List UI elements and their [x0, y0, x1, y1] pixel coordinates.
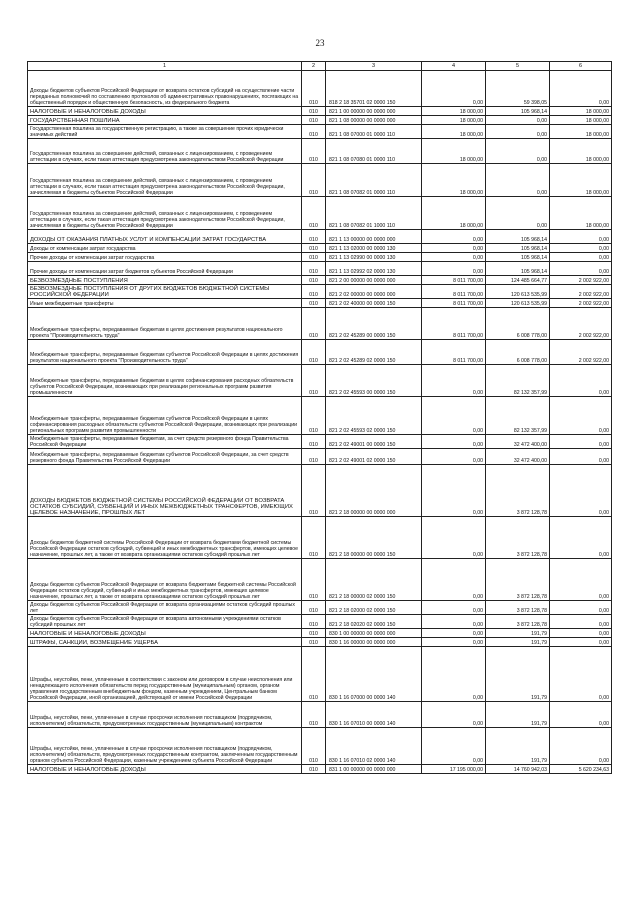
row-col4: 0,00 — [422, 517, 486, 559]
row-kbk: 821 1 08 07000 01 0000 110 — [326, 125, 422, 139]
row-col6: 0,00 — [550, 253, 612, 262]
row-kbk: 821 2 18 02000 02 0000 150 — [326, 601, 422, 615]
table-row — [28, 308, 612, 340]
row-kbk: 821 2 18 00000 00 0000 150 — [326, 517, 422, 559]
row-name: НАЛОГОВЫЕ И НЕНАЛОГОВЫЕ ДОХОДЫ — [28, 765, 302, 774]
table-row — [28, 765, 612, 774]
row-col6: 0,00 — [550, 702, 612, 728]
row-name: ШТРАФЫ, САНКЦИИ, ВОЗМЕЩЕНИЕ УЩЕРБА — [28, 638, 302, 647]
row-col5: 6 008 778,00 — [486, 308, 550, 340]
table-row — [28, 71, 612, 107]
row-name: Государственная пошлина за совершение действий, связанных с лицензированием, с проведением аттестации в случаях, если такая аттестация предусмотрена законодательством Российской Федерации, зачисляемая в бюджеты субъектов Российской Федерации — [28, 164, 302, 197]
row-col5: 105 968,14 — [486, 244, 550, 253]
row-kbk: 821 2 00 00000 00 0000 000 — [326, 276, 422, 285]
row-col5: 191,79 — [486, 728, 550, 765]
row-code: 010 — [302, 262, 326, 276]
row-code: 010 — [302, 559, 326, 601]
row-col6: 2 002 922,00 — [550, 299, 612, 308]
row-kbk: 821 2 02 49001 00 0000 150 — [326, 435, 422, 449]
table-row — [28, 276, 612, 285]
row-col4: 0,00 — [422, 365, 486, 397]
row-kbk: 821 2 18 02020 02 0000 150 — [326, 615, 422, 629]
table-row — [28, 244, 612, 253]
row-name: БЕЗВОЗМЕЗДНЫЕ ПОСТУПЛЕНИЯ — [28, 276, 302, 285]
row-col5: 105 968,14 — [486, 107, 550, 116]
row-code: 010 — [302, 230, 326, 244]
row-col4: 0,00 — [422, 615, 486, 629]
table-row — [28, 702, 612, 728]
row-code: 010 — [302, 601, 326, 615]
table-row — [28, 647, 612, 702]
row-col6: 0,00 — [550, 449, 612, 465]
table-row — [28, 253, 612, 262]
row-kbk: 821 1 13 02992 02 0000 130 — [326, 262, 422, 276]
row-kbk: 821 1 13 02990 00 0000 130 — [326, 253, 422, 262]
row-name: Иные межбюджетные трансферты — [28, 299, 302, 308]
row-code: 010 — [302, 71, 326, 107]
row-col6: 2 002 922,00 — [550, 308, 612, 340]
row-col4: 0,00 — [422, 629, 486, 638]
row-name: Государственная пошлина за совершение действий, связанных с лицензированием, с проведением аттестации в случаях, если такая аттестация предусмотрена законодательством Российской Федерации — [28, 139, 302, 164]
row-col6: 0,00 — [550, 647, 612, 702]
row-col6: 18 000,00 — [550, 125, 612, 139]
row-col4: 0,00 — [422, 647, 486, 702]
row-name: Государственная пошлина за государственную регистрацию, а также за совершение прочих юридически значимых действий — [28, 125, 302, 139]
col-header-5: 5 — [486, 62, 550, 71]
row-col5: 105 968,14 — [486, 253, 550, 262]
row-col5: 0,00 — [486, 116, 550, 125]
row-col5: 120 613 535,99 — [486, 285, 550, 299]
table-row — [28, 262, 612, 276]
row-kbk: 830 1 16 07010 00 0000 140 — [326, 702, 422, 728]
row-col5: 3 872 128,78 — [486, 615, 550, 629]
table-row — [28, 116, 612, 125]
row-col6: 0,00 — [550, 397, 612, 435]
row-col6: 0,00 — [550, 435, 612, 449]
row-col4: 18 000,00 — [422, 139, 486, 164]
row-name: Доходы от компенсации затрат государства — [28, 244, 302, 253]
row-kbk: 818 2 18 35701 02 0000 150 — [326, 71, 422, 107]
table-row — [28, 601, 612, 615]
row-col6: 0,00 — [550, 71, 612, 107]
row-kbk: 821 2 02 45593 02 0000 150 — [326, 397, 422, 435]
table-row — [28, 365, 612, 397]
row-col4: 0,00 — [422, 728, 486, 765]
row-col4: 0,00 — [422, 253, 486, 262]
row-col6: 0,00 — [550, 559, 612, 601]
table-row — [28, 139, 612, 164]
table-row — [28, 164, 612, 197]
col-header-6: 6 — [550, 62, 612, 71]
row-col5: 3 872 128,78 — [486, 517, 550, 559]
row-col4: 8 011 700,00 — [422, 308, 486, 340]
row-kbk: 821 1 08 07080 01 0000 110 — [326, 139, 422, 164]
row-col5: 3 872 128,78 — [486, 559, 550, 601]
row-name: Прочие доходы от компенсации затрат бюджетов субъектов Российской Федерации — [28, 262, 302, 276]
revenue-table — [27, 61, 612, 774]
row-code: 010 — [302, 308, 326, 340]
row-name: Межбюджетные трансферты, передаваемые бюджетам в целях софинансирования расходных обязательств субъектов Российской Федерации, возникающих при реализации региональных программ развития промышленности — [28, 365, 302, 397]
row-name: Доходы бюджетов субъектов Российской Федерации от возврата автономными учреждениями остатков субсидий прошлых лет — [28, 615, 302, 629]
row-code: 010 — [302, 765, 326, 774]
row-name: Доходы бюджетов бюджетной системы Российской Федерации от возврата бюджетами бюджетной системы Российской Федерации остатков субсидий, субвенций и иных межбюджетных трансфертов, имеющих целевое назначение, прошлых лет, а также от возврата организациями остатков субсидий прошлых лет — [28, 517, 302, 559]
row-name: Государственная пошлина за совершение действий, связанных с лицензированием, с проведением аттестации в случаях, если такая аттестация предусмотрена законодательством Российской Федерации, зачисляемая в бюджеты субъектов Российской Федерации — [28, 197, 302, 230]
row-code: 010 — [302, 435, 326, 449]
row-name: Межбюджетные трансферты, передаваемые бюджетам, за счет средств резервного фонда Правительства Российской Федерации — [28, 435, 302, 449]
row-code: 010 — [302, 638, 326, 647]
row-name: ДОХОДЫ ОТ ОКАЗАНИЯ ПЛАТНЫХ УСЛУГ И КОМПЕНСАЦИИ ЗАТРАТ ГОСУДАРСТВА — [28, 230, 302, 244]
row-col4: 8 011 700,00 — [422, 276, 486, 285]
row-col5: 3 872 128,78 — [486, 601, 550, 615]
table-header-row — [28, 62, 612, 71]
row-code: 010 — [302, 702, 326, 728]
row-code: 010 — [302, 647, 326, 702]
row-name: ДОХОДЫ БЮДЖЕТОВ БЮДЖЕТНОЙ СИСТЕМЫ РОССИЙСКОЙ ФЕДЕРАЦИИ ОТ ВОЗВРАТА ОСТАТКОВ СУБСИДИЙ, СУБВЕНЦИЙ И ИНЫХ МЕЖБЮДЖЕТНЫХ ТРАНСФЕРТОВ, ИМЕЮЩИХ ЦЕЛЕВОЕ НАЗНАЧЕНИЕ, ПРОШЛЫХ ЛЕТ — [28, 465, 302, 517]
col-header-3: 3 — [326, 62, 422, 71]
row-col5: 0,00 — [486, 139, 550, 164]
row-col5: 105 968,14 — [486, 262, 550, 276]
row-col4: 0,00 — [422, 638, 486, 647]
table-row — [28, 125, 612, 139]
table-row — [28, 629, 612, 638]
row-col6: 18 000,00 — [550, 107, 612, 116]
row-col5: 6 008 778,00 — [486, 340, 550, 365]
row-name: Межбюджетные трансферты, передаваемые бюджетам субъектов Российской Федерации в целях достижения результатов национального проекта "Производительность труда" — [28, 340, 302, 365]
row-col4: 0,00 — [422, 71, 486, 107]
row-kbk: 821 2 02 40000 00 0000 150 — [326, 299, 422, 308]
col-header-1: 1 — [28, 62, 302, 71]
table-row — [28, 638, 612, 647]
table-row — [28, 299, 612, 308]
row-name: Прочие доходы от компенсации затрат государства — [28, 253, 302, 262]
row-name: Штрафы, неустойки, пени, уплаченные в случае просрочки исполнения поставщиком (подрядчиком, исполнителем) обязательств, предусмотренных государственным контрактом, заключенным государственным органом субъекта Российской Федерации, казенным учреждением субъекта Российской Федерации — [28, 728, 302, 765]
page-number: 23 — [315, 38, 325, 48]
row-col5: 105 968,14 — [486, 230, 550, 244]
row-col6: 0,00 — [550, 517, 612, 559]
table-row — [28, 107, 612, 116]
row-kbk: 821 1 08 07082 01 0000 110 — [326, 164, 422, 197]
row-col6: 2 002 922,00 — [550, 285, 612, 299]
row-code: 010 — [302, 728, 326, 765]
row-col5: 0,00 — [486, 125, 550, 139]
row-kbk: 821 1 08 07082 01 1000 110 — [326, 197, 422, 230]
row-col4: 0,00 — [422, 397, 486, 435]
row-kbk: 830 1 16 07000 00 0000 140 — [326, 647, 422, 702]
row-code: 010 — [302, 125, 326, 139]
row-col6: 0,00 — [550, 615, 612, 629]
row-code: 010 — [302, 517, 326, 559]
row-kbk: 821 2 02 00000 00 0000 000 — [326, 285, 422, 299]
row-name: Межбюджетные трансферты, передаваемые бюджетам субъектов Российской Федерации в целях софинансирования расходных обязательств субъектов Российской Федерации, возникающих при реализации региональных программ развития промышленности — [28, 397, 302, 435]
row-kbk: 821 1 08 00000 00 0000 000 — [326, 116, 422, 125]
row-col6: 5 620 234,63 — [550, 765, 612, 774]
table-row — [28, 615, 612, 629]
row-col4: 0,00 — [422, 465, 486, 517]
row-kbk: 830 1 16 00000 00 0000 000 — [326, 638, 422, 647]
row-col5: 32 472 400,00 — [486, 435, 550, 449]
row-col6: 18 000,00 — [550, 139, 612, 164]
row-col5: 14 760 942,03 — [486, 765, 550, 774]
row-col6: 18 000,00 — [550, 164, 612, 197]
row-code: 010 — [302, 629, 326, 638]
row-kbk: 831 1 00 00000 00 0000 000 — [326, 765, 422, 774]
row-col5: 191,79 — [486, 638, 550, 647]
row-kbk: 821 2 02 49001 02 0000 150 — [326, 449, 422, 465]
row-kbk: 821 1 00 00000 00 0000 000 — [326, 107, 422, 116]
row-kbk: 821 2 02 45289 00 0000 150 — [326, 308, 422, 340]
row-code: 010 — [302, 299, 326, 308]
row-col5: 0,00 — [486, 197, 550, 230]
table-row — [28, 559, 612, 601]
row-col4: 8 011 700,00 — [422, 299, 486, 308]
row-col6: 0,00 — [550, 230, 612, 244]
row-col4: 0,00 — [422, 244, 486, 253]
row-col6: 0,00 — [550, 728, 612, 765]
row-kbk: 821 1 13 02000 00 0000 130 — [326, 244, 422, 253]
row-name: Межбюджетные трансферты, передаваемые бюджетам субъектов Российской Федерации, за счет средств резервного фонда Правительства Российской Федерации — [28, 449, 302, 465]
table-row — [28, 397, 612, 435]
row-col5: 191,79 — [486, 647, 550, 702]
row-col4: 18 000,00 — [422, 125, 486, 139]
col-header-4: 4 — [422, 62, 486, 71]
row-code: 010 — [302, 276, 326, 285]
row-col5: 191,79 — [486, 702, 550, 728]
row-col4: 0,00 — [422, 702, 486, 728]
row-col5: 82 132 357,99 — [486, 365, 550, 397]
row-col5: 120 613 535,99 — [486, 299, 550, 308]
row-code: 010 — [302, 139, 326, 164]
row-code: 010 — [302, 397, 326, 435]
row-name: НАЛОГОВЫЕ И НЕНАЛОГОВЫЕ ДОХОДЫ — [28, 629, 302, 638]
row-col4: 0,00 — [422, 601, 486, 615]
row-col6: 0,00 — [550, 601, 612, 615]
table-row — [28, 230, 612, 244]
row-kbk: 821 2 18 00000 02 0000 150 — [326, 559, 422, 601]
row-code: 010 — [302, 340, 326, 365]
row-kbk: 830 1 00 00000 00 0000 000 — [326, 629, 422, 638]
row-col6: 0,00 — [550, 244, 612, 253]
table-row — [28, 285, 612, 299]
row-kbk: 821 2 02 45289 02 0000 150 — [326, 340, 422, 365]
row-col4: 18 000,00 — [422, 107, 486, 116]
row-col4: 0,00 — [422, 262, 486, 276]
row-col5: 82 132 357,99 — [486, 397, 550, 435]
row-kbk: 821 1 13 00000 00 0000 000 — [326, 230, 422, 244]
row-code: 010 — [302, 465, 326, 517]
row-name: ГОСУДАРСТВЕННАЯ ПОШЛИНА — [28, 116, 302, 125]
row-col6: 18 000,00 — [550, 197, 612, 230]
row-col6: 0,00 — [550, 465, 612, 517]
row-col6: 0,00 — [550, 638, 612, 647]
row-code: 010 — [302, 116, 326, 125]
table-row — [28, 340, 612, 365]
row-name: БЕЗВОЗМЕЗДНЫЕ ПОСТУПЛЕНИЯ ОТ ДРУГИХ БЮДЖЕТОВ БЮДЖЕТНОЙ СИСТЕМЫ РОССИЙСКОЙ ФЕДЕРАЦИИ — [28, 285, 302, 299]
row-col5: 191,79 — [486, 629, 550, 638]
row-name: Межбюджетные трансферты, передаваемые бюджетам в целях достижения результатов национального проекта "Производительность труда" — [28, 308, 302, 340]
row-code: 010 — [302, 244, 326, 253]
row-name: Доходы бюджетов субъектов Российской Федерации от возврата остатков субсидий на осуществление части переданных полномочий по составлению протоколов об административных правонарушениях, посягающих на общественный порядок и общественную безопасность, из федерального бюджета — [28, 71, 302, 107]
col-header-2: 2 — [302, 62, 326, 71]
row-name: Доходы бюджетов субъектов Российской Федерации от возврата бюджетами бюджетной системы Российской Федерации остатков субсидий, субвенций и иных межбюджетных трансфертов, имеющих целевое назначение, прошлых лет, а также от возврата организациями остатков субсидий прошлых лет — [28, 559, 302, 601]
row-col5: 0,00 — [486, 164, 550, 197]
row-col6: 2 002 922,00 — [550, 340, 612, 365]
table-row — [28, 728, 612, 765]
row-code: 010 — [302, 285, 326, 299]
row-col4: 18 000,00 — [422, 116, 486, 125]
row-col5: 32 472 400,00 — [486, 449, 550, 465]
row-col5: 124 485 664,77 — [486, 276, 550, 285]
row-name: Штрафы, неустойки, пени, уплаченные в соответствии с законом или договором в случае неисполнения или ненадлежащего исполнения обязательств перед государственным (муниципальным) органом, органом управления государственным внебюджетным фондом, казенным учреждением, Центральным банком Российской Федерации, иной организацией, действующей от имени Российской Федерации — [28, 647, 302, 702]
row-col4: 0,00 — [422, 435, 486, 449]
row-name: НАЛОГОВЫЕ И НЕНАЛОГОВЫЕ ДОХОДЫ — [28, 107, 302, 116]
row-col4: 8 011 700,00 — [422, 285, 486, 299]
row-code: 010 — [302, 197, 326, 230]
row-code: 010 — [302, 164, 326, 197]
row-col4: 18 000,00 — [422, 197, 486, 230]
row-kbk: 830 1 16 07010 02 0000 140 — [326, 728, 422, 765]
row-col4: 8 011 700,00 — [422, 340, 486, 365]
row-col4: 0,00 — [422, 449, 486, 465]
row-kbk: 821 2 02 45593 00 0000 150 — [326, 365, 422, 397]
row-code: 010 — [302, 615, 326, 629]
row-col4: 0,00 — [422, 230, 486, 244]
row-kbk: 821 2 18 00000 00 0000 000 — [326, 465, 422, 517]
row-code: 010 — [302, 365, 326, 397]
row-col4: 17 195 000,00 — [422, 765, 486, 774]
row-name: Доходы бюджетов субъектов Российской Федерации от возврата организациями остатков субсидий прошлых лет — [28, 601, 302, 615]
table-row — [28, 449, 612, 465]
row-name: Штрафы, неустойки, пени, уплаченные в случае просрочки исполнения поставщиком (подрядчиком, исполнителем) обязательств, предусмотренных государственным (муниципальным) контрактом — [28, 702, 302, 728]
row-col6: 0,00 — [550, 629, 612, 638]
row-col5: 59 398,05 — [486, 71, 550, 107]
row-col6: 2 002 922,00 — [550, 276, 612, 285]
row-code: 010 — [302, 449, 326, 465]
row-col6: 18 000,00 — [550, 116, 612, 125]
row-col4: 0,00 — [422, 559, 486, 601]
table-row — [28, 435, 612, 449]
row-col4: 18 000,00 — [422, 164, 486, 197]
table-row — [28, 197, 612, 230]
table-row — [28, 465, 612, 517]
row-col5: 3 872 128,78 — [486, 465, 550, 517]
row-col6: 0,00 — [550, 262, 612, 276]
row-code: 010 — [302, 107, 326, 116]
table-row — [28, 517, 612, 559]
row-code: 010 — [302, 253, 326, 262]
row-col6: 0,00 — [550, 365, 612, 397]
